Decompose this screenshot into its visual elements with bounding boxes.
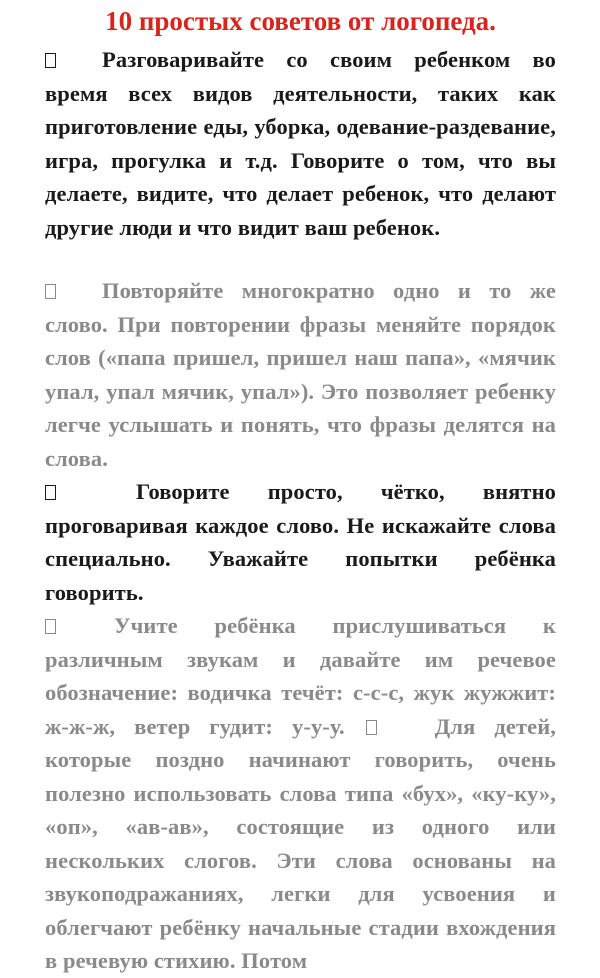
- checkbox-square-icon: [45, 53, 56, 68]
- document-title: 10 простых советов от логопеда.: [105, 6, 496, 36]
- checkbox-square-icon: [366, 720, 377, 735]
- tip-text-4a: Учите ребёнка прислушиваться к различным звукам и давайте им речевое обозначение: водичка течёт: с-с-с, жук жужжит: ж-ж-ж, ветер гудит: у-у-у.: [45, 613, 556, 739]
- tip-text-3: Говорите просто, чётко, внятно проговаривая каждое слово. Не искажайте слова специально. Уважайте попытки ребёнка говорить.: [45, 479, 556, 605]
- tip-text-1: Разговаривайте со своим ребенком во время всех видов деятельности, таких как приготовление еды, уборка, одевание-раздевание, игра, прогулка и т.д. Говорите о том, что вы делаете, видите, что делает ребенок, что делают другие люди и что видит ваш ребенок.: [45, 47, 556, 240]
- tip-paragraph-4: [45, 609, 556, 978]
- checkbox-square-icon: [45, 284, 56, 299]
- tip-text-2: Повторяйте многократно одно и то же слово. При повторении фразы меняйте порядок слов («папа пришел, пришел наш папа», «мячик упал, упал мячик, упал»). Это позволяет ребенку легче услышать и понять, что фразы делятся на слова.: [45, 278, 556, 471]
- checkbox-square-icon: [45, 485, 56, 500]
- tip-paragraph-1: [45, 43, 556, 244]
- tip-paragraph-3: [45, 475, 556, 609]
- paragraph-spacer: [45, 244, 556, 274]
- checkbox-square-icon: [45, 619, 56, 634]
- tip-paragraph-2: [45, 274, 556, 475]
- tip-text-4b: Для детей, которые поздно начинают говорить, очень полезно использовать слова типа «бух», «ку-ку», «оп», «ав-ав», состоящие из одного или нескольких слогов. Эти слова основаны на звукоподражаниях, легки для усвоения и облегчают ребёнку начальные стадии вхождения в речевую стихию. Потом: [45, 713, 556, 973]
